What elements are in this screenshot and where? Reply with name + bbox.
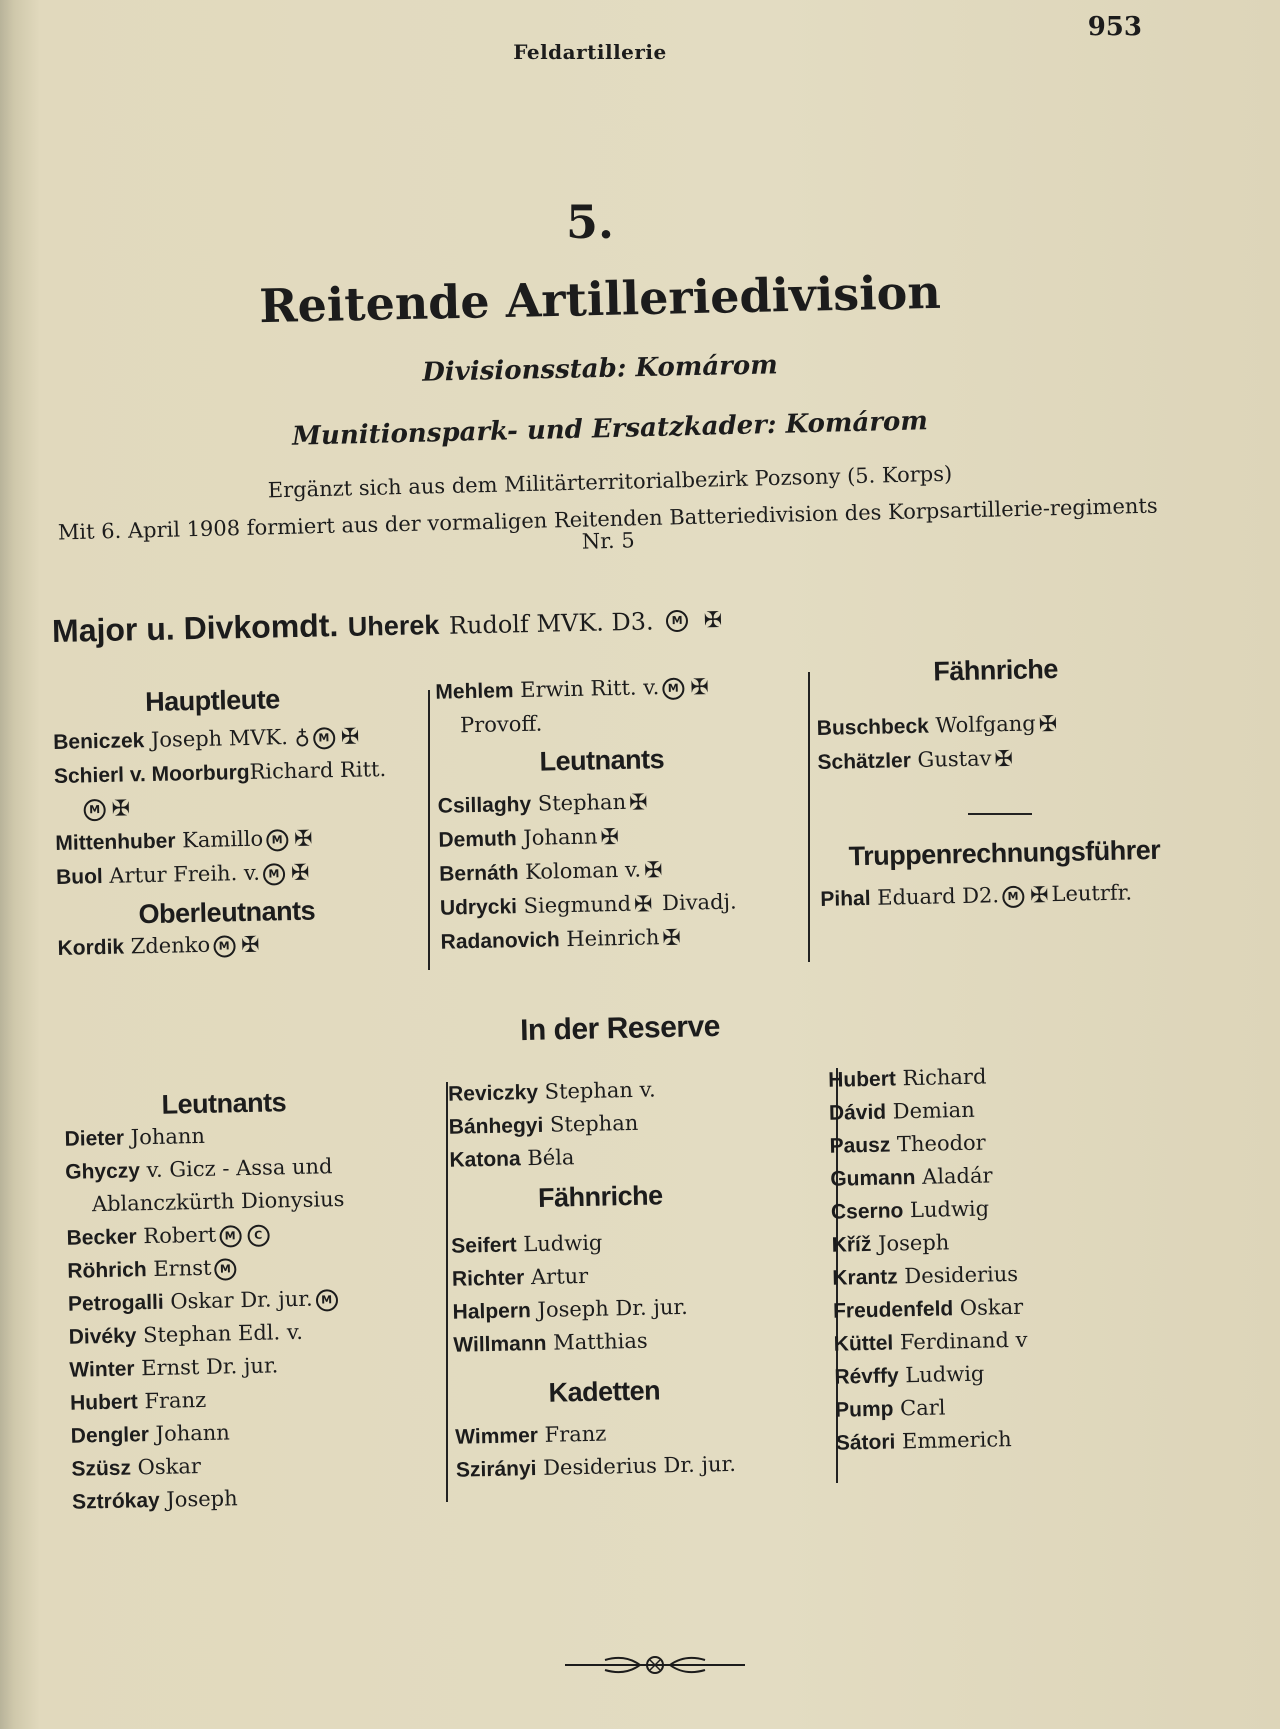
heading-faehnriche: Fähnriche: [933, 653, 1059, 687]
list-item: Küttel Ferdinand v: [833, 1327, 1028, 1356]
medal-icon: M: [219, 1225, 241, 1247]
cross-icon: ✠: [600, 824, 620, 851]
active-column-1: [52, 681, 438, 966]
cross-icon: ✠: [240, 932, 260, 959]
cross-icon: ✠: [628, 790, 648, 816]
commander-rest: Rudolf MVK. D3.: [448, 607, 654, 640]
cross-icon: ✠: [690, 675, 710, 701]
list-item: Cserno Ludwig: [830, 1196, 990, 1224]
copyright-medal-icon: C: [247, 1224, 269, 1246]
list-item: Csillaghy Stephan ✠: [437, 782, 798, 824]
list-item: Katona Béla: [449, 1145, 575, 1172]
column-divider: [446, 1082, 448, 1502]
column-divider: [808, 672, 810, 962]
page-number: 953: [1087, 12, 1142, 42]
list-item: Bánhegyi Stephan: [448, 1110, 639, 1139]
cross-icon: ✠: [994, 746, 1014, 773]
reserve-column-2: [448, 1070, 816, 1486]
formation-note: Mit 6. April 1908 formiert aus der vormaligen Reitenden Batteriedivision des Korpsartillerie-regiments Nr. 5: [57, 493, 1158, 554]
medal-icon: M: [213, 935, 235, 957]
list-item: Mittenhuber Kamillo M ✠: [55, 819, 436, 861]
medal-icon: M: [315, 1289, 337, 1311]
list-item: Kříž Joseph: [831, 1230, 950, 1257]
list-item: Sátori Emmerich: [835, 1427, 1012, 1455]
list-item: Beniczek Joseph MVK. ♁ M ✠: [53, 718, 434, 760]
cross-icon: ✠: [340, 724, 360, 750]
list-item: Röhrich Ernst M: [67, 1247, 428, 1288]
cross-icon: ✠: [1029, 883, 1049, 909]
medal-icon: M: [313, 727, 335, 749]
list-item: Demuth Johann ✠: [438, 816, 799, 858]
active-column-3: [815, 651, 1200, 917]
list-item: Pump Carl: [834, 1395, 946, 1422]
list-item: Winter Ernst Dr. jur.: [69, 1353, 279, 1382]
division-number: 5.: [565, 195, 615, 249]
commander-surname: Uherek: [347, 609, 440, 642]
commander-line: [52, 599, 726, 650]
column-divider: [428, 690, 430, 970]
list-item: Hubert Richard: [827, 1064, 987, 1092]
list-item: Mehlem Erwin Ritt. v. M ✠: [435, 668, 796, 710]
cross-icon: ✠: [643, 858, 663, 884]
active-column-2: [435, 668, 801, 959]
reserve-column-3: [828, 1056, 1196, 1459]
heading-leutnants: Leutnants: [539, 744, 665, 777]
list-item: Krantz Desiderius: [832, 1261, 1019, 1290]
list-item: Wimmer Franz: [455, 1421, 607, 1449]
heading-hauptleute: Hauptleute: [144, 684, 280, 718]
list-item: Radanovich Heinrich ✠: [440, 918, 801, 960]
list-item: Halpern Joseph Dr. jur.: [452, 1294, 689, 1324]
list-item: Gumann Aladár: [830, 1163, 993, 1191]
heading-oberleutnants: Oberleutnants: [138, 895, 316, 930]
list-item: Pihal Eduard D2. M ✠ Leutrfr.: [820, 880, 1133, 911]
list-item: Petrogalli Oskar Dr. jur. M: [68, 1280, 429, 1321]
list-item: Szüsz Oskar: [71, 1454, 202, 1481]
list-item: Dávid Demian: [828, 1097, 975, 1125]
munitionspark-line: Munitionspark- und Ersatzkader: Komárom: [291, 406, 929, 452]
cross-icon: ✠: [111, 796, 131, 822]
list-item: Udrycki Siegmund ✠ Divadj.: [439, 889, 737, 920]
list-item: Révffy Ludwig: [834, 1361, 985, 1389]
cross-icon: ✠: [1038, 711, 1058, 738]
list-item: Hubert Franz: [69, 1387, 207, 1415]
list-item: Buschbeck Wolfgang ✠: [816, 704, 1197, 746]
list-item: Dieter Johann: [64, 1123, 206, 1151]
heading-kadetten: Kadetten: [548, 1375, 661, 1408]
cross-icon: ✠: [633, 892, 653, 918]
ornament-icon: [565, 1650, 745, 1680]
list-item: Bernáth Koloman v. ✠: [439, 850, 800, 892]
medal-icon: M: [666, 610, 688, 632]
heading-reserve-faehnriche: Fähnriche: [537, 1180, 663, 1213]
list-item: Freudenfeld Oskar: [832, 1294, 1024, 1323]
medal-icon: M: [83, 798, 105, 820]
list-item: Seifert Ludwig: [451, 1230, 603, 1258]
medal-icon: M: [266, 829, 288, 851]
cross-icon: ✠: [703, 607, 723, 633]
list-item: Buol Artur Freih. v. M ✠: [56, 853, 437, 895]
list-item: Schierl v. MoorburgRichard Ritt.: [53, 757, 387, 788]
list-item: Ghyczy v. Gicz - Assa und: [65, 1154, 333, 1184]
medal-icon: M: [662, 677, 684, 699]
cross-icon: ✠: [290, 860, 310, 887]
heading-truppenrechnungsfuehrer: Truppenrechnungsführer: [848, 834, 1161, 872]
list-item: Divéky Stephan Edl. v.: [68, 1319, 304, 1349]
list-item-continuation: Provoff.: [459, 711, 543, 738]
heading-in-der-reserve: In der Reserve: [519, 1009, 721, 1048]
cross-icon: ✠: [293, 826, 313, 852]
list-item: Sztrókay Joseph: [71, 1486, 238, 1514]
list-item: Szirányi Desiderius Dr. jur.: [455, 1451, 737, 1482]
divisionsstab-line: Divisionsstab: Komárom: [422, 350, 778, 388]
list-item: Reviczky Stephan v.: [447, 1077, 656, 1106]
medal-icon: M: [263, 863, 285, 885]
running-title: Feldartillerie: [513, 40, 667, 64]
list-item: Pausz Theodor: [829, 1130, 986, 1158]
list-item-continuation: Ablanczkürth Dionysius: [91, 1186, 345, 1217]
reserve-column-1: [64, 1084, 433, 1518]
commander-label: Major u. Divkomdt.: [51, 607, 339, 650]
list-item: Willmann Matthias: [453, 1328, 648, 1357]
list-item: Kordik Zdenko M ✠: [57, 924, 438, 966]
medal-icon: M: [214, 1258, 236, 1280]
list-item: Dengler Johann: [70, 1420, 231, 1448]
list-item: Schätzler Gustav ✠: [817, 738, 1198, 780]
separator-rule: [968, 813, 1032, 815]
cross-icon: ✠: [662, 925, 682, 952]
heading-reserve-leutnants: Leutnants: [161, 1087, 287, 1120]
division-title: Reitende Artilleriedivision: [258, 264, 942, 334]
ergaenzung-line: Ergänzt sich aus dem Militärterritorialbezirk Pozsony (5. Korps): [267, 461, 953, 503]
list-item: Becker Robert M C: [66, 1214, 427, 1255]
list-item: Richter Artur: [451, 1263, 589, 1291]
medal-icon: M: [1002, 885, 1024, 907]
